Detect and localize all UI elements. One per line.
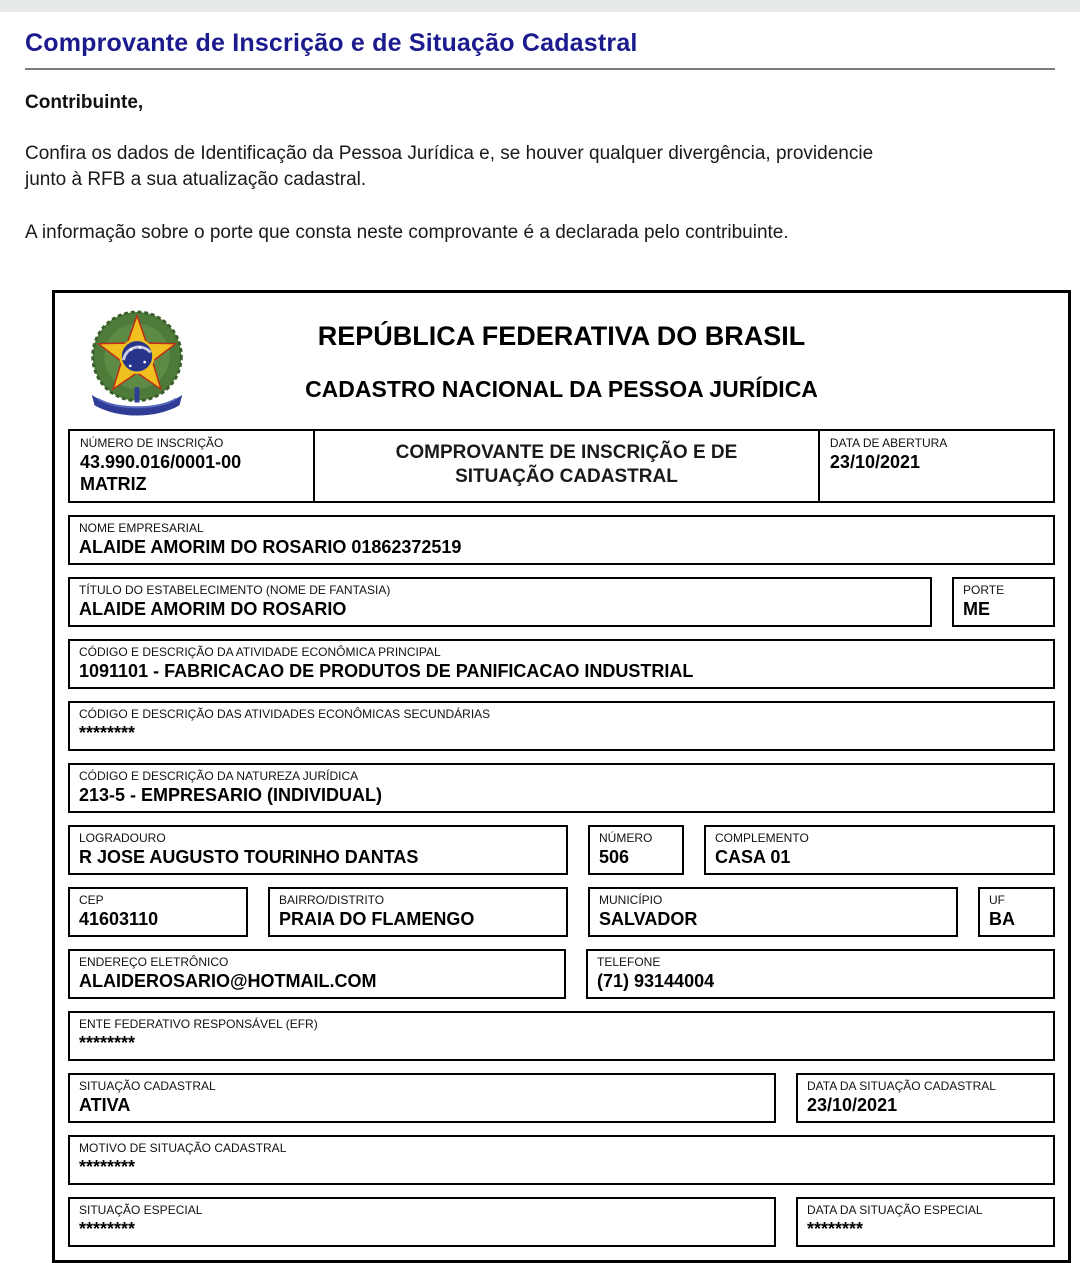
greeting-text: Contribuinte, [25, 92, 144, 113]
top-bar [0, 0, 1080, 12]
header-strip [68, 429, 1055, 503]
field-label: SITUAÇÃO ESPECIAL [79, 1203, 203, 1217]
field-logradouro [68, 825, 568, 875]
intro-paragraph-2: A informação sobre o porte que consta neste comprovante é a declarada pelo contribuinte. [25, 222, 789, 243]
field-value: CASA 01 [715, 847, 791, 867]
field-value: R JOSE AUGUSTO TOURINHO DANTAS [79, 847, 419, 867]
field-label: TÍTULO DO ESTABELECIMENTO (NOME DE FANTASIA) [79, 583, 391, 597]
certificate-header [68, 305, 1055, 425]
field-value: ALAIDE AMORIM DO ROSARIO [79, 599, 347, 619]
field-label: CÓDIGO E DESCRIÇÃO DAS ATIVIDADES ECONÔMICAS SECUNDÁRIAS [79, 707, 491, 721]
registry-title: CADASTRO NACIONAL DA PESSOA JURÍDICA [305, 376, 818, 402]
field-label: ENTE FEDERATIVO RESPONSÁVEL (EFR) [79, 1017, 318, 1031]
title-divider [25, 68, 1055, 70]
field-label: CÓDIGO E DESCRIÇÃO DA NATUREZA JURÍDICA [79, 769, 359, 783]
field-label: UF [989, 893, 1005, 907]
page-content [0, 29, 1080, 1263]
field-atividade-principal [68, 639, 1055, 689]
field-value: 41603110 [79, 909, 159, 929]
field-label: TELEFONE [597, 955, 661, 969]
field-data-situacao-especial [796, 1197, 1055, 1247]
field-bairro-distrito [268, 887, 568, 937]
cnpj-certificate [52, 290, 1071, 1263]
field-label: LOGRADOURO [79, 831, 166, 845]
field-motivo-situacao [68, 1135, 1055, 1185]
field-titulo-estabelecimento [68, 577, 932, 627]
intro-paragraph-1: Confira os dados de Identificação da Pessoa Jurídica e, se houver qualquer divergência, providencie junto à RFB a sua atualização cadastral. [25, 143, 874, 190]
field-label: DATA DA SITUAÇÃO CADASTRAL [807, 1079, 996, 1093]
field-nome-empresarial [68, 515, 1055, 565]
field-label: COMPLEMENTO [715, 831, 809, 845]
field-value: PRAIA DO FLAMENGO [279, 909, 475, 929]
field-value: ALAIDE AMORIM DO ROSARIO 01862372519 [79, 537, 462, 557]
field-natureza-juridica [68, 763, 1055, 813]
field-uf [978, 887, 1055, 937]
field-municipio [588, 887, 958, 937]
field-label: SITUAÇÃO CADASTRAL [79, 1079, 216, 1093]
field-label: DATA DA SITUAÇÃO ESPECIAL [807, 1203, 983, 1217]
field-value: 23/10/2021 [807, 1095, 898, 1115]
field-label: NÚMERO [599, 831, 653, 845]
field-value: ME [963, 599, 990, 619]
field-value: (71) 93144004 [597, 971, 715, 991]
field-value: BA [989, 909, 1015, 929]
page-title: Comprovante de Inscrição e de Situação Cadastral [25, 29, 638, 57]
field-situacao-cadastral [68, 1073, 776, 1123]
inscricao-value: 43.990.016/0001-00 [80, 452, 242, 472]
field-atividades-secundarias [68, 701, 1055, 751]
field-situacao-especial [68, 1197, 776, 1247]
field-numero [588, 825, 684, 875]
field-label: BAIRRO/DISTRITO [279, 893, 385, 907]
field-porte [952, 577, 1055, 627]
field-value: ******** [79, 1033, 136, 1053]
field-value: ******** [79, 1157, 136, 1177]
field-cep [68, 887, 248, 937]
field-numero-inscricao [70, 431, 313, 501]
abertura-value: 23/10/2021 [829, 452, 921, 472]
country-title: REPÚBLICA FEDERATIVA DO BRASIL [317, 321, 806, 351]
field-label: DATA DE ABERTURA [829, 436, 948, 450]
field-value: ******** [79, 1219, 136, 1239]
field-value: ******** [79, 723, 136, 743]
field-data-situacao-cadastral [796, 1073, 1055, 1123]
field-value: 1091101 - FABRICACAO DE PRODUTOS DE PANIFICACAO INDUSTRIAL [79, 661, 694, 681]
field-label: MOTIVO DE SITUAÇÃO CADASTRAL [79, 1141, 287, 1155]
field-label: PORTE [963, 583, 1005, 597]
field-label: CEP [79, 893, 104, 907]
field-label: MUNICÍPIO [599, 893, 663, 907]
field-label: NOME EMPRESARIAL [79, 521, 204, 535]
field-complemento [704, 825, 1055, 875]
field-value: SALVADOR [599, 909, 698, 929]
field-label: NÚMERO DE INSCRIÇÃO [80, 436, 224, 450]
brazil-coat-of-arms-icon [84, 305, 190, 423]
field-label: CÓDIGO E DESCRIÇÃO DA ATIVIDADE ECONÔMICA PRINCIPAL [79, 645, 441, 659]
document-title: COMPROVANTE DE INSCRIÇÃO E DE SITUAÇÃO CADASTRAL [395, 442, 738, 487]
field-value: 506 [599, 847, 630, 867]
inscricao-tipo: MATRIZ [80, 474, 147, 494]
field-value: ATIVA [79, 1095, 131, 1115]
field-endereco-eletronico [68, 949, 566, 999]
document-title-cell [313, 431, 818, 501]
field-value: 213-5 - EMPRESARIO (INDIVIDUAL) [79, 785, 383, 805]
field-value: ******** [807, 1219, 864, 1239]
field-telefone [586, 949, 1055, 999]
field-label: ENDEREÇO ELETRÔNICO [79, 955, 229, 969]
field-efr [68, 1011, 1055, 1061]
field-data-abertura [818, 431, 1053, 501]
certificate-fields [68, 429, 1055, 1247]
field-value: ALAIDEROSARIO@HOTMAIL.COM [79, 971, 377, 991]
